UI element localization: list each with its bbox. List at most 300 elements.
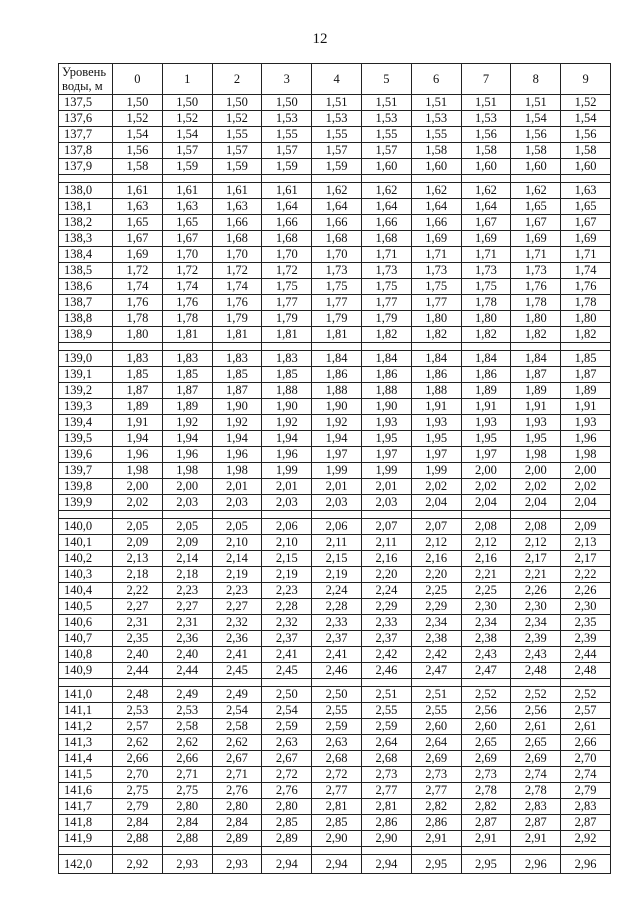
value-cell: 1,70 — [212, 247, 262, 263]
value-cell: 1,70 — [162, 247, 212, 263]
table-row — [59, 351, 611, 367]
value-cell: 2,87 — [561, 815, 611, 831]
header-col-1: 1 — [162, 64, 212, 95]
value-cell: 2,34 — [411, 615, 461, 631]
value-cell: 1,51 — [511, 95, 561, 111]
separator-cell — [411, 511, 461, 519]
value-cell: 2,34 — [461, 615, 511, 631]
value-cell: 2,03 — [262, 495, 312, 511]
separator-cell — [212, 343, 262, 351]
value-cell: 1,94 — [262, 431, 312, 447]
separator-cell — [461, 679, 511, 687]
value-cell: 1,62 — [411, 183, 461, 199]
table-row — [59, 583, 611, 599]
value-cell: 1,89 — [461, 383, 511, 399]
value-cell: 2,80 — [162, 799, 212, 815]
value-cell: 1,86 — [361, 367, 411, 383]
value-cell: 2,41 — [212, 647, 262, 663]
value-cell: 2,12 — [461, 535, 511, 551]
value-cell: 2,43 — [461, 647, 511, 663]
value-cell: 2,49 — [212, 687, 262, 703]
water-level-cell: 140,2 — [59, 551, 113, 567]
value-cell: 2,10 — [262, 535, 312, 551]
value-cell: 2,20 — [361, 567, 411, 583]
value-cell: 2,90 — [361, 831, 411, 847]
value-cell: 1,78 — [561, 295, 611, 311]
value-cell: 1,51 — [361, 95, 411, 111]
value-cell: 2,79 — [561, 783, 611, 799]
table-row — [59, 855, 611, 874]
value-cell: 2,30 — [461, 599, 511, 615]
value-cell: 1,53 — [312, 111, 362, 127]
separator-cell — [561, 679, 611, 687]
value-cell: 1,69 — [461, 231, 511, 247]
value-cell: 2,80 — [212, 799, 262, 815]
separator-cell — [511, 175, 561, 183]
value-cell: 1,73 — [511, 263, 561, 279]
value-cell: 2,01 — [262, 479, 312, 495]
value-cell: 2,26 — [561, 583, 611, 599]
value-cell: 2,27 — [162, 599, 212, 615]
value-cell: 1,87 — [511, 367, 561, 383]
value-cell: 1,83 — [113, 351, 163, 367]
water-level-cell: 140,5 — [59, 599, 113, 615]
value-cell: 2,17 — [511, 551, 561, 567]
value-cell: 1,82 — [511, 327, 561, 343]
value-cell: 1,61 — [212, 183, 262, 199]
value-cell: 1,98 — [113, 463, 163, 479]
value-cell: 1,79 — [361, 311, 411, 327]
value-cell: 1,64 — [361, 199, 411, 215]
value-cell: 2,37 — [312, 631, 362, 647]
table-row — [59, 831, 611, 847]
value-cell: 1,84 — [411, 351, 461, 367]
value-cell: 2,94 — [312, 855, 362, 874]
value-cell: 1,61 — [162, 183, 212, 199]
value-cell: 1,98 — [212, 463, 262, 479]
table-row — [59, 431, 611, 447]
header-col-8: 8 — [511, 64, 561, 95]
table-row — [59, 463, 611, 479]
value-cell: 1,81 — [212, 327, 262, 343]
table-row — [59, 111, 611, 127]
value-cell: 1,82 — [561, 327, 611, 343]
water-level-cell: 139,3 — [59, 399, 113, 415]
value-cell: 2,48 — [113, 687, 163, 703]
value-cell: 1,57 — [312, 143, 362, 159]
value-cell: 1,91 — [511, 399, 561, 415]
value-cell: 1,81 — [262, 327, 312, 343]
value-cell: 1,77 — [361, 295, 411, 311]
separator-cell — [59, 511, 113, 519]
value-cell: 2,33 — [361, 615, 411, 631]
table-row — [59, 327, 611, 343]
value-cell: 2,21 — [461, 567, 511, 583]
value-cell: 2,23 — [212, 583, 262, 599]
value-cell: 1,80 — [461, 311, 511, 327]
value-cell: 1,75 — [461, 279, 511, 295]
value-cell: 1,92 — [262, 415, 312, 431]
value-cell: 2,24 — [312, 583, 362, 599]
value-cell: 1,87 — [162, 383, 212, 399]
value-cell: 2,57 — [113, 719, 163, 735]
separator-cell — [212, 679, 262, 687]
value-cell: 2,55 — [361, 703, 411, 719]
value-cell: 2,00 — [561, 463, 611, 479]
value-cell: 1,90 — [361, 399, 411, 415]
table-row — [59, 815, 611, 831]
value-cell: 1,65 — [162, 215, 212, 231]
value-cell: 2,16 — [461, 551, 511, 567]
value-cell: 1,71 — [511, 247, 561, 263]
water-level-cell: 141,0 — [59, 687, 113, 703]
water-level-cell: 141,6 — [59, 783, 113, 799]
value-cell: 2,50 — [262, 687, 312, 703]
value-cell: 2,58 — [162, 719, 212, 735]
header-col-0: 0 — [113, 64, 163, 95]
value-cell: 2,12 — [411, 535, 461, 551]
value-cell: 1,89 — [113, 399, 163, 415]
water-level-cell: 140,3 — [59, 567, 113, 583]
value-cell: 2,60 — [411, 719, 461, 735]
water-level-cell: 140,6 — [59, 615, 113, 631]
value-cell: 2,09 — [561, 519, 611, 535]
table-row — [59, 687, 611, 703]
table-row — [59, 479, 611, 495]
value-cell: 1,77 — [312, 295, 362, 311]
table-row — [59, 751, 611, 767]
value-cell: 1,72 — [212, 263, 262, 279]
value-cell: 2,63 — [262, 735, 312, 751]
value-cell: 1,76 — [212, 295, 262, 311]
value-cell: 2,41 — [312, 647, 362, 663]
value-cell: 1,91 — [113, 415, 163, 431]
value-cell: 1,84 — [461, 351, 511, 367]
value-cell: 2,53 — [162, 703, 212, 719]
value-cell: 1,67 — [561, 215, 611, 231]
separator-cell — [312, 847, 362, 855]
value-cell: 1,67 — [511, 215, 561, 231]
table-row — [59, 279, 611, 295]
value-cell: 1,94 — [162, 431, 212, 447]
value-cell: 1,82 — [411, 327, 461, 343]
value-cell: 1,80 — [411, 311, 461, 327]
value-cell: 1,99 — [312, 463, 362, 479]
table-row — [59, 159, 611, 175]
value-cell: 2,77 — [411, 783, 461, 799]
value-cell: 1,71 — [361, 247, 411, 263]
header-col-7: 7 — [461, 64, 511, 95]
header-col-2: 2 — [212, 64, 262, 95]
value-cell: 2,67 — [212, 751, 262, 767]
value-cell: 2,91 — [461, 831, 511, 847]
value-cell: 2,91 — [511, 831, 561, 847]
value-cell: 2,13 — [113, 551, 163, 567]
water-level-cell: 141,2 — [59, 719, 113, 735]
value-cell: 2,69 — [511, 751, 561, 767]
value-cell: 2,04 — [411, 495, 461, 511]
value-cell: 1,96 — [561, 431, 611, 447]
value-cell: 1,61 — [113, 183, 163, 199]
value-cell: 2,45 — [212, 663, 262, 679]
value-cell: 1,71 — [561, 247, 611, 263]
value-cell: 1,76 — [561, 279, 611, 295]
value-cell: 2,00 — [511, 463, 561, 479]
value-cell: 1,95 — [511, 431, 561, 447]
water-level-cell: 139,1 — [59, 367, 113, 383]
value-cell: 2,67 — [262, 751, 312, 767]
value-cell: 1,82 — [461, 327, 511, 343]
separator-cell — [511, 679, 561, 687]
group-separator — [59, 343, 611, 351]
table-row — [59, 615, 611, 631]
value-cell: 1,92 — [162, 415, 212, 431]
water-level-cell: 141,3 — [59, 735, 113, 751]
water-level-cell: 138,9 — [59, 327, 113, 343]
value-cell: 1,84 — [361, 351, 411, 367]
value-cell: 2,65 — [511, 735, 561, 751]
value-cell: 2,13 — [561, 535, 611, 551]
separator-cell — [361, 343, 411, 351]
value-cell: 2,87 — [511, 815, 561, 831]
value-cell: 2,28 — [262, 599, 312, 615]
table-row — [59, 415, 611, 431]
value-cell: 1,67 — [461, 215, 511, 231]
separator-cell — [561, 847, 611, 855]
value-cell: 1,75 — [312, 279, 362, 295]
table-row — [59, 735, 611, 751]
table-row — [59, 631, 611, 647]
table-row — [59, 399, 611, 415]
header-col-9: 9 — [561, 64, 611, 95]
value-cell: 2,41 — [262, 647, 312, 663]
value-cell: 2,70 — [113, 767, 163, 783]
table-row — [59, 183, 611, 199]
value-cell: 2,74 — [561, 767, 611, 783]
separator-cell — [312, 343, 362, 351]
value-cell: 1,74 — [113, 279, 163, 295]
value-cell: 2,96 — [561, 855, 611, 874]
value-cell: 1,76 — [511, 279, 561, 295]
value-cell: 2,33 — [312, 615, 362, 631]
water-level-cell: 141,5 — [59, 767, 113, 783]
value-cell: 2,27 — [212, 599, 262, 615]
value-cell: 2,23 — [162, 583, 212, 599]
separator-cell — [262, 511, 312, 519]
water-level-table — [58, 63, 611, 874]
value-cell: 2,69 — [411, 751, 461, 767]
value-cell: 2,80 — [262, 799, 312, 815]
water-level-cell: 138,2 — [59, 215, 113, 231]
value-cell: 1,58 — [461, 143, 511, 159]
value-cell: 1,59 — [312, 159, 362, 175]
value-cell: 2,83 — [561, 799, 611, 815]
value-cell: 1,51 — [411, 95, 461, 111]
separator-cell — [212, 511, 262, 519]
table-row — [59, 295, 611, 311]
value-cell: 2,66 — [162, 751, 212, 767]
separator-cell — [59, 679, 113, 687]
value-cell: 2,06 — [312, 519, 362, 535]
value-cell: 2,49 — [162, 687, 212, 703]
value-cell: 1,76 — [162, 295, 212, 311]
separator-cell — [361, 847, 411, 855]
value-cell: 2,64 — [361, 735, 411, 751]
water-level-cell: 140,7 — [59, 631, 113, 647]
value-cell: 2,89 — [262, 831, 312, 847]
value-cell: 2,56 — [461, 703, 511, 719]
value-cell: 1,57 — [212, 143, 262, 159]
value-cell: 2,61 — [561, 719, 611, 735]
value-cell: 2,47 — [411, 663, 461, 679]
value-cell: 1,71 — [461, 247, 511, 263]
table-header — [59, 64, 611, 95]
value-cell: 1,60 — [361, 159, 411, 175]
separator-cell — [113, 175, 163, 183]
value-cell: 1,55 — [361, 127, 411, 143]
value-cell: 2,07 — [361, 519, 411, 535]
value-cell: 1,68 — [361, 231, 411, 247]
value-cell: 1,87 — [113, 383, 163, 399]
value-cell: 1,57 — [361, 143, 411, 159]
value-cell: 1,82 — [361, 327, 411, 343]
table-row — [59, 263, 611, 279]
water-level-cell: 138,6 — [59, 279, 113, 295]
water-level-cell: 138,5 — [59, 263, 113, 279]
value-cell: 1,50 — [162, 95, 212, 111]
value-cell: 1,72 — [162, 263, 212, 279]
value-cell: 2,42 — [361, 647, 411, 663]
value-cell: 1,58 — [113, 159, 163, 175]
header-row — [59, 64, 611, 95]
value-cell: 2,82 — [461, 799, 511, 815]
value-cell: 2,57 — [561, 703, 611, 719]
value-cell: 1,66 — [411, 215, 461, 231]
value-cell: 2,61 — [511, 719, 561, 735]
value-cell: 2,66 — [113, 751, 163, 767]
value-cell: 2,63 — [312, 735, 362, 751]
value-cell: 2,75 — [162, 783, 212, 799]
value-cell: 1,71 — [411, 247, 461, 263]
separator-cell — [212, 847, 262, 855]
value-cell: 2,40 — [113, 647, 163, 663]
value-cell: 1,89 — [511, 383, 561, 399]
value-cell: 2,94 — [262, 855, 312, 874]
value-cell: 2,84 — [212, 815, 262, 831]
value-cell: 2,76 — [212, 783, 262, 799]
separator-cell — [361, 175, 411, 183]
value-cell: 2,40 — [162, 647, 212, 663]
value-cell: 2,74 — [511, 767, 561, 783]
separator-cell — [511, 343, 561, 351]
value-cell: 2,82 — [411, 799, 461, 815]
value-cell: 1,62 — [312, 183, 362, 199]
value-cell: 1,80 — [113, 327, 163, 343]
separator-cell — [461, 511, 511, 519]
water-level-cell: 139,8 — [59, 479, 113, 495]
value-cell: 2,77 — [312, 783, 362, 799]
value-cell: 2,10 — [212, 535, 262, 551]
value-cell: 1,62 — [511, 183, 561, 199]
water-level-cell: 139,7 — [59, 463, 113, 479]
water-level-cell: 138,8 — [59, 311, 113, 327]
header-col-4: 4 — [312, 64, 362, 95]
value-cell: 2,78 — [511, 783, 561, 799]
value-cell: 2,09 — [162, 535, 212, 551]
separator-cell — [561, 511, 611, 519]
value-cell: 1,62 — [361, 183, 411, 199]
value-cell: 2,11 — [361, 535, 411, 551]
value-cell: 1,93 — [411, 415, 461, 431]
value-cell: 2,24 — [361, 583, 411, 599]
value-cell: 2,32 — [262, 615, 312, 631]
value-cell: 1,78 — [162, 311, 212, 327]
value-cell: 2,52 — [461, 687, 511, 703]
value-cell: 2,35 — [113, 631, 163, 647]
header-col-3: 3 — [262, 64, 312, 95]
value-cell: 2,37 — [361, 631, 411, 647]
value-cell: 2,02 — [561, 479, 611, 495]
value-cell: 1,75 — [262, 279, 312, 295]
value-cell: 1,60 — [511, 159, 561, 175]
value-cell: 2,72 — [312, 767, 362, 783]
value-cell: 2,19 — [212, 567, 262, 583]
value-cell: 1,95 — [411, 431, 461, 447]
water-level-cell: 140,1 — [59, 535, 113, 551]
value-cell: 2,06 — [262, 519, 312, 535]
value-cell: 1,57 — [262, 143, 312, 159]
separator-cell — [461, 343, 511, 351]
water-level-cell: 139,9 — [59, 495, 113, 511]
water-level-cell: 141,1 — [59, 703, 113, 719]
separator-cell — [162, 679, 212, 687]
table-row — [59, 599, 611, 615]
value-cell: 2,73 — [361, 767, 411, 783]
value-cell: 2,87 — [461, 815, 511, 831]
value-cell: 2,59 — [262, 719, 312, 735]
value-cell: 2,89 — [212, 831, 262, 847]
separator-cell — [262, 175, 312, 183]
water-level-cell: 138,1 — [59, 199, 113, 215]
value-cell: 1,63 — [162, 199, 212, 215]
value-cell: 2,76 — [262, 783, 312, 799]
value-cell: 1,94 — [113, 431, 163, 447]
water-level-cell: 140,4 — [59, 583, 113, 599]
value-cell: 1,51 — [461, 95, 511, 111]
value-cell: 2,42 — [411, 647, 461, 663]
value-cell: 1,69 — [561, 231, 611, 247]
water-level-cell: 141,8 — [59, 815, 113, 831]
value-cell: 1,93 — [461, 415, 511, 431]
water-level-cell: 139,6 — [59, 447, 113, 463]
water-level-cell: 139,0 — [59, 351, 113, 367]
group-separator — [59, 847, 611, 855]
value-cell: 1,92 — [312, 415, 362, 431]
table-row — [59, 143, 611, 159]
value-cell: 2,08 — [461, 519, 511, 535]
value-cell: 1,60 — [411, 159, 461, 175]
value-cell: 2,05 — [212, 519, 262, 535]
value-cell: 1,80 — [511, 311, 561, 327]
value-cell: 1,61 — [262, 183, 312, 199]
page-number: 12 — [312, 31, 328, 47]
value-cell: 2,03 — [162, 495, 212, 511]
value-cell: 2,54 — [262, 703, 312, 719]
water-level-cell: 141,7 — [59, 799, 113, 815]
water-level-cell: 138,7 — [59, 295, 113, 311]
header-water-level: Уровень воды, м — [59, 64, 113, 95]
value-cell: 1,58 — [511, 143, 561, 159]
